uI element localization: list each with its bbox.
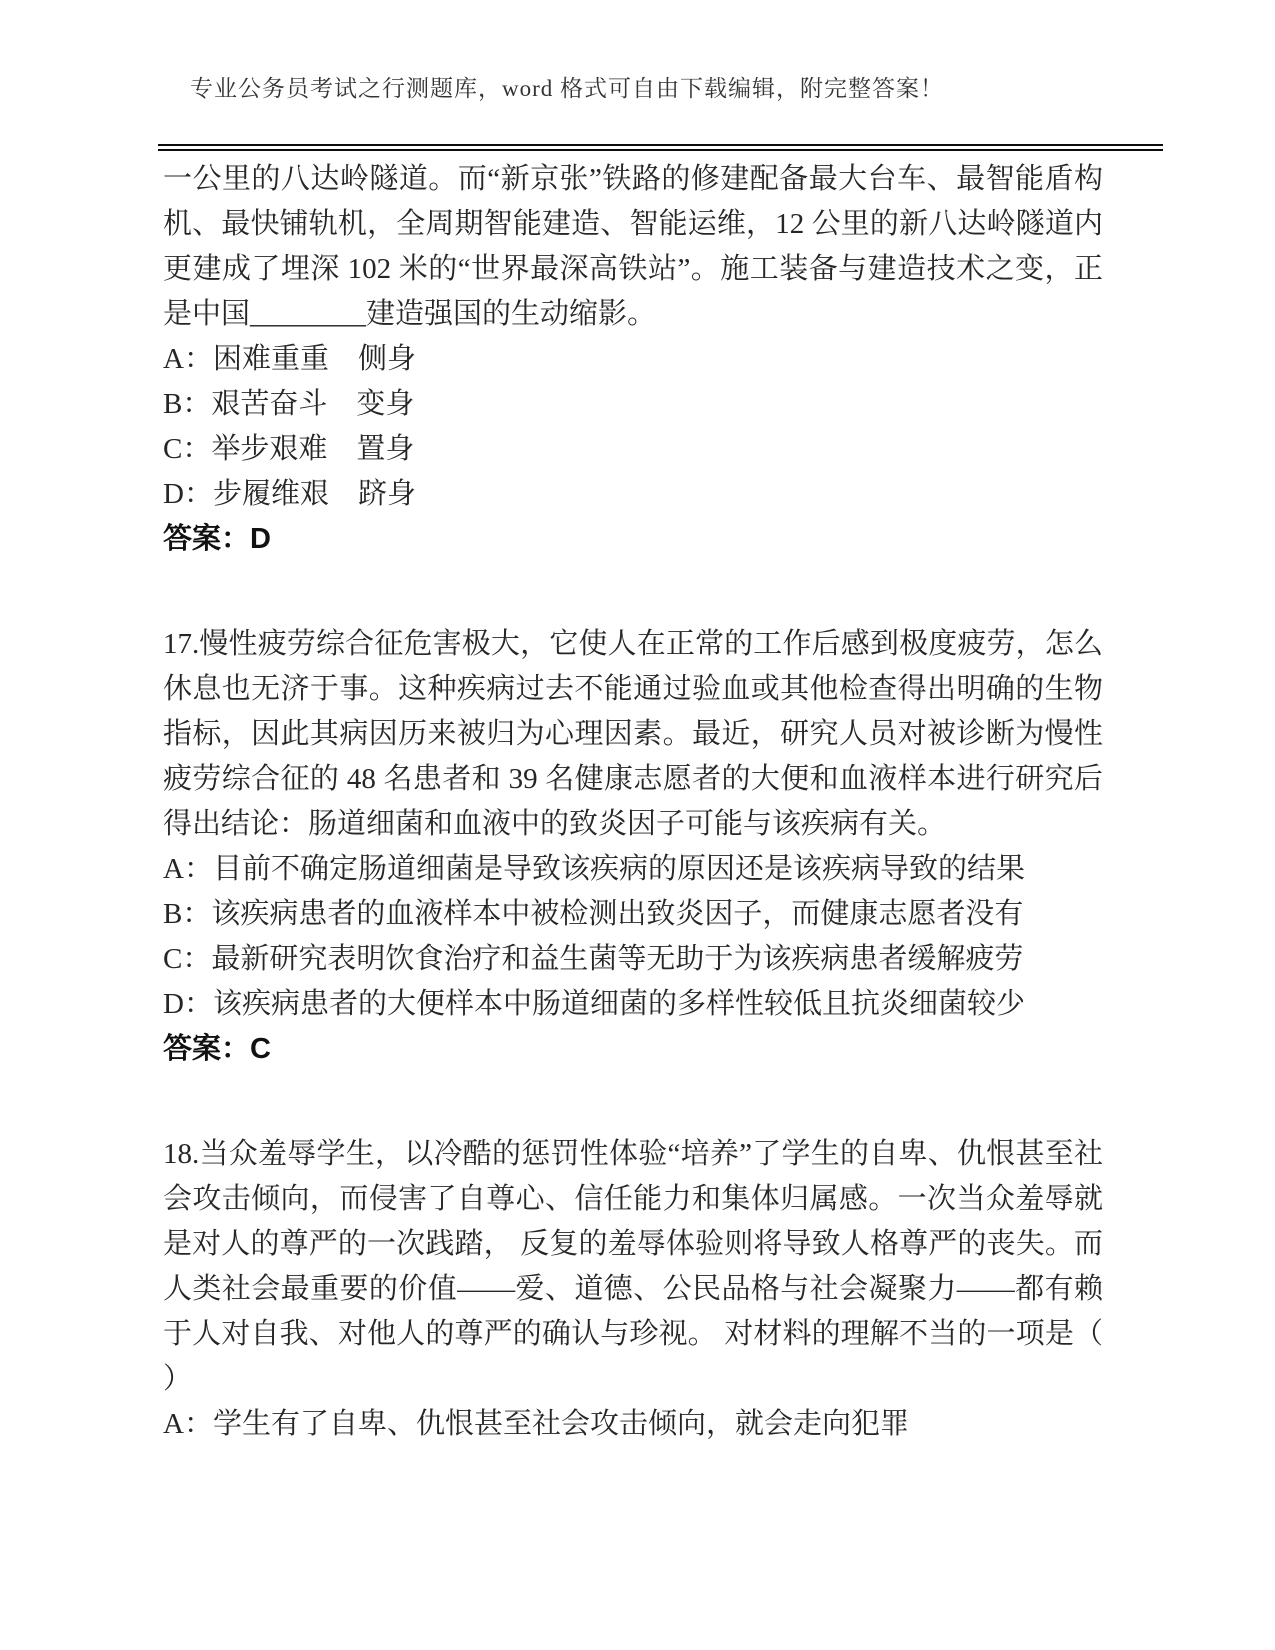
question-17-option-b: B：该疾病患者的血液样本中被检测出致炎因子，而健康志愿者没有 xyxy=(163,898,1024,930)
question-16-answer: 答案：D xyxy=(163,523,271,555)
question-16-body: 一公里的八达岭隧道。而“新京张”铁路的修建配备最大台车、最智能盾构机、最快铺轨机，全周期智能建造、智能运维，12 公里的新八达岭隧道内更建成了埋深 102 米的“世界最深高铁站”。施工装备与建造技术之变，正是中国________建造强国的生动缩影。 xyxy=(163,163,1103,330)
question-17-option-a: A：目前不确定肠道细菌是导致该疾病的原因还是该疾病导致的结果 xyxy=(163,853,1025,885)
document-body xyxy=(163,157,1103,1447)
question-17-option-d: D：该疾病患者的大便样本中肠道细菌的多样性较低且抗炎细菌较少 xyxy=(163,988,1025,1020)
question-16-option-b: B：艰苦奋斗 变身 xyxy=(163,388,415,420)
question-17-body: 17.慢性疲劳综合征危害极大，它使人在正常的工作后感到极度疲劳，怎么休息也无济于事。这种疾病过去不能通过验血或其他检查得出明确的生物指标，因此其病因历来被归为心理因素。最近，研究人员对被诊断为慢性疲劳综合征的 48 名患者和 39 名健康志愿者的大便和血液样本进行研究后得出结论：肠道细菌和血液中的致炎因子可能与该疾病有关。 xyxy=(163,628,1103,840)
question-17-answer: 答案：C xyxy=(163,1033,271,1065)
question-18-body: 18.当众羞辱学生，以冷酷的惩罚性体验“培养”了学生的自卑、仇恨甚至社会攻击倾向，而侵害了自尊心、信任能力和集体归属感。一次当众羞辱就是对人的尊严的一次践踏， 反复的羞辱体验则将导致人格尊严的丧失。而人类社会最重要的价值——爱、道德、公民品格与社会凝聚力——都有赖于人对自我、对他人的尊严的确认与珍视。 对材料的理解不当的一项是（ ） xyxy=(163,1138,1103,1395)
header-note: 专业公务员考试之行测题库，word 格式可自由下载编辑，附完整答案！ xyxy=(190,76,945,101)
question-16-option-a: A：困难重重 侧身 xyxy=(163,343,416,375)
question-18-option-a: A：学生有了自卑、仇恨甚至社会攻击倾向，就会走向犯罪 xyxy=(163,1408,909,1440)
question-16-option-d: D：步履维艰 跻身 xyxy=(163,478,416,510)
question-16-option-c: C：举步艰难 置身 xyxy=(163,433,415,465)
question-17-option-c: C：最新研究表明饮食治疗和益生菌等无助于为该疾病患者缓解疲劳 xyxy=(163,943,1024,975)
header-double-rule xyxy=(158,144,1163,151)
